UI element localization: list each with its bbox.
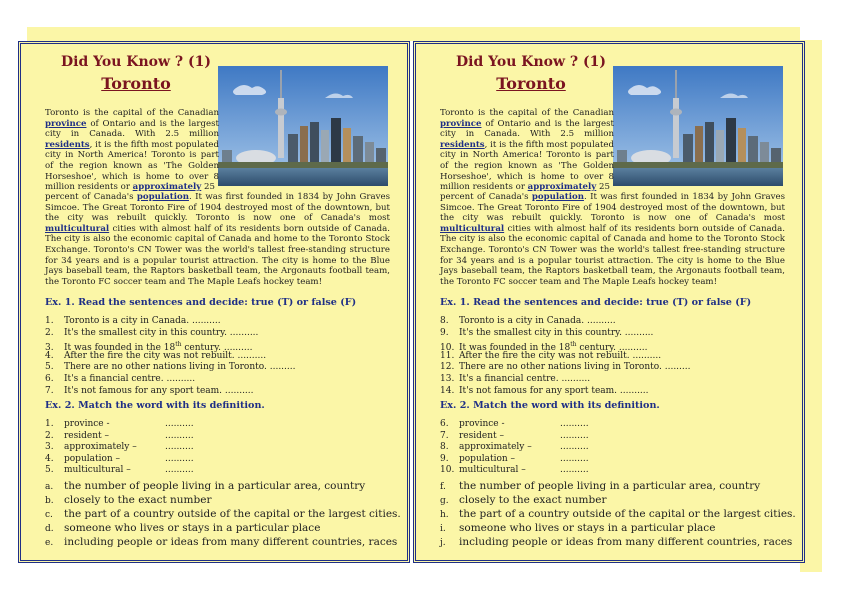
answer-blank: .......... — [560, 442, 589, 453]
true-false-item — [45, 339, 295, 354]
true-false-list — [45, 316, 295, 397]
item-text: It's the smallest city in this country. .......... — [459, 327, 654, 338]
true-false-item — [45, 362, 295, 374]
definition-letter: c. — [45, 510, 53, 520]
match-word: province - — [64, 419, 110, 429]
item-number: 2. — [45, 430, 54, 441]
keyword-residents: residents — [440, 139, 485, 150]
true-false-item — [440, 316, 690, 328]
item-number: 8. — [440, 316, 449, 326]
definition-item — [440, 479, 796, 493]
definition-letter: d. — [45, 524, 54, 534]
true-false-item — [440, 328, 690, 340]
definition-item — [440, 493, 796, 507]
keyword-residents: residents — [45, 139, 90, 150]
item-number: 3. — [45, 442, 54, 453]
item-number: 2. — [45, 327, 54, 338]
match-word: resident – — [459, 430, 504, 441]
definition-letter: e. — [45, 538, 54, 548]
item-text-after: century. .......... — [576, 343, 648, 354]
definition-item — [45, 507, 401, 521]
definitions-list — [45, 479, 401, 549]
intro-text: Toronto is the capital of the Canadian — [45, 108, 219, 118]
toronto-skyline-photo — [613, 66, 783, 186]
match-word-item — [45, 453, 194, 466]
keyword-approximately: approximately — [527, 182, 597, 193]
intro-text: Toronto is the capital of the Canadian — [440, 108, 614, 118]
worksheet-card — [413, 41, 805, 563]
definition-item — [440, 507, 796, 521]
card-subtitle: Toronto — [496, 74, 566, 93]
keyword-multicultural: multicultural — [45, 223, 110, 234]
definition-letter: i. — [440, 524, 446, 534]
answer-blank: .......... — [165, 419, 194, 429]
definition-item — [440, 535, 796, 549]
match-word-item — [45, 430, 194, 443]
item-number: 9. — [440, 453, 449, 464]
definition-letter: f. — [440, 482, 446, 492]
item-number: 14. — [440, 385, 455, 396]
match-word: population – — [64, 453, 121, 464]
definition-item — [440, 521, 796, 535]
keyword-approximately: approximately — [132, 182, 202, 193]
definition-text: including people or ideas from many different countries, races — [64, 536, 398, 548]
definition-item — [45, 493, 401, 507]
definition-text: including people or ideas from many different countries, races — [459, 536, 793, 548]
keyword-population: population — [136, 192, 189, 202]
exercise-1-heading: Ex. 1. Read the sentences and decide: true (T) or false (F) — [45, 297, 357, 308]
item-number: 10. — [440, 343, 455, 354]
item-number: 6. — [440, 419, 449, 429]
match-words-list — [45, 419, 194, 477]
item-number: 7. — [45, 385, 54, 396]
item-number: 10. — [440, 465, 455, 476]
item-number: 1. — [45, 419, 54, 429]
match-word: resident – — [64, 430, 109, 441]
true-false-item — [440, 339, 690, 354]
answer-blank: .......... — [165, 453, 194, 464]
item-number: 6. — [45, 373, 54, 384]
item-number: 8. — [440, 442, 449, 453]
true-false-list — [440, 316, 690, 397]
intro-text: , it is the fifth most populated city in North America! Toronto is part of the region known as 'The Golden Horseshoe', which is home to over 8 million residents or — [440, 139, 614, 193]
match-word-item — [440, 453, 589, 466]
definition-letter: b. — [45, 496, 54, 506]
intro-paragraph — [45, 108, 219, 193]
exercise-2-heading: Ex. 2. Match the word with its definition. — [45, 400, 265, 411]
item-text: It's not famous for any sport team. .......... — [459, 385, 649, 396]
intro-text: 25 — [201, 182, 215, 193]
item-number: 7. — [440, 430, 449, 441]
definition-text: the part of a country outside of the capital or the largest cities. — [64, 508, 401, 520]
match-word: province - — [459, 419, 505, 429]
match-word-item — [440, 442, 589, 454]
intro-paragraph-continued — [440, 192, 785, 287]
intro-text: , it is the fifth most populated city in North America! Toronto is part of the region known as 'The Golden Horseshoe', which is home to over 8 million residents or — [45, 139, 219, 193]
item-number: 9. — [440, 327, 449, 338]
keyword-province: province — [440, 118, 482, 129]
true-false-item — [440, 362, 690, 374]
item-number: 12. — [440, 362, 455, 373]
definition-letter: h. — [440, 510, 449, 520]
true-false-item — [440, 386, 690, 398]
answer-blank: .......... — [560, 465, 589, 476]
item-number: 13. — [440, 373, 455, 384]
card-title: Did You Know ? (1) — [61, 54, 211, 70]
match-word-item — [45, 465, 194, 477]
item-superscript: th — [175, 341, 182, 349]
item-text: It's not famous for any sport team. .......... — [64, 385, 254, 396]
item-number: 3. — [45, 343, 54, 354]
definition-letter: g. — [440, 496, 449, 506]
definition-letter: a. — [45, 482, 54, 492]
true-false-item — [45, 374, 295, 386]
item-number: 5. — [45, 362, 54, 373]
true-false-item — [45, 386, 295, 398]
match-word: approximately – — [459, 442, 532, 453]
item-text: It's a financial centre. .......... — [64, 373, 196, 384]
true-false-item — [440, 351, 690, 363]
intro-paragraph-continued — [45, 192, 390, 287]
intro-text: cities with almost half of its residents born outside of Canada. The city is also the economic capital of Canada and home to the Toronto Stock Exchange. Toronto's CN Tower was the world's tallest free-standing structure for 34 years and is a popular tourist attraction. The city is home to the Blue Jays baseball team, the Raptors basketball team, the Argonauts football team, the Toronto FC soccer team and The Maple Leafs hockey team! — [45, 223, 390, 287]
intro-text: 25 — [596, 182, 610, 193]
definition-text: the part of a country outside of the capital or the largest cities. — [459, 508, 796, 520]
intro-paragraph — [440, 108, 614, 193]
definition-item — [45, 535, 401, 549]
answer-blank: .......... — [165, 442, 194, 453]
match-word-item — [440, 465, 589, 477]
intro-text: percent of Canada's — [440, 192, 532, 202]
definition-text: the number of people living in a particular area, country — [459, 480, 761, 492]
true-false-item — [45, 316, 295, 328]
item-text: There are no other nations living in Toronto. ......... — [64, 362, 296, 373]
definition-text: closely to the exact number — [459, 494, 607, 506]
answer-blank: .......... — [560, 453, 589, 464]
match-word-item — [440, 419, 589, 431]
intro-text: percent of Canada's — [45, 192, 137, 202]
true-false-item — [45, 351, 295, 363]
match-word: multicultural – — [459, 465, 526, 476]
intro-text: . It was first founded in 1834 by John Graves Simcoe. The Great Toronto Fire of 1904 destroyed most of the downtown, but the city was rebuilt quickly. Toronto is now one of Canada's most — [440, 192, 785, 224]
definition-item — [45, 479, 401, 493]
answer-blank: .......... — [560, 430, 589, 441]
item-superscript: th — [570, 341, 577, 349]
item-text: It was founded in the 18 — [459, 343, 571, 354]
match-word-item — [45, 419, 194, 431]
intro-text: of Ontario and is the largest city in Canada. With 2.5 million — [45, 118, 219, 140]
item-text: Toronto is a city in Canada. .......... — [64, 316, 221, 326]
top-decor-strip — [27, 27, 800, 41]
definition-text: closely to the exact number — [64, 494, 212, 506]
card-title: Did You Know ? (1) — [456, 54, 606, 70]
definition-text: the number of people living in a particular area, country — [64, 480, 366, 492]
true-false-item — [45, 328, 295, 340]
exercise-1-heading: Ex. 1. Read the sentences and decide: true (T) or false (F) — [440, 297, 752, 308]
item-text: It's a financial centre. .......... — [459, 373, 591, 384]
true-false-item — [440, 374, 690, 386]
item-text: There are no other nations living in Toronto. ......... — [459, 362, 691, 373]
item-text: After the fire the city was not rebuilt. .......... — [64, 350, 267, 361]
definition-text: someone who lives or stays in a particular place — [459, 522, 716, 534]
intro-text: cities with almost half of its residents born outside of Canada. The city is also the economic capital of Canada and home to the Toronto Stock Exchange. Toronto's CN Tower was the world's tallest free-standing structure for 34 years and is a popular tourist attraction. The city is home to the Blue Jays baseball team, the Raptors basketball team, the Argonauts football team, the Toronto FC soccer team and The Maple Leafs hockey team! — [440, 223, 785, 287]
item-text: It's the smallest city in this country. .......... — [64, 327, 259, 338]
definitions-list — [440, 479, 796, 549]
worksheet-card — [18, 41, 410, 563]
item-text: After the fire the city was not rebuilt. .......... — [459, 350, 662, 361]
match-word: approximately – — [64, 442, 137, 453]
item-number: 1. — [45, 316, 54, 326]
intro-text: of Ontario and is the largest city in Canada. With 2.5 million — [440, 118, 614, 140]
item-number: 5. — [45, 465, 54, 476]
intro-text: . It was first founded in 1834 by John Graves Simcoe. The Great Toronto Fire of 1904 destroyed most of the downtown, but the city was rebuilt quickly. Toronto is now one of Canada's most — [45, 192, 390, 224]
toronto-skyline-photo — [218, 66, 388, 186]
match-word: population – — [459, 453, 516, 464]
item-number: 4. — [45, 453, 54, 464]
item-text: Toronto is a city in Canada. .......... — [459, 316, 616, 326]
item-text: It was founded in the 18 — [64, 343, 176, 354]
answer-blank: .......... — [165, 465, 194, 476]
answer-blank: .......... — [560, 419, 589, 429]
item-number: 4. — [45, 350, 54, 361]
answer-blank: .......... — [165, 430, 194, 441]
match-word: multicultural – — [64, 465, 131, 476]
definition-text: someone who lives or stays in a particular place — [64, 522, 321, 534]
definition-item — [45, 521, 401, 535]
keyword-multicultural: multicultural — [440, 223, 505, 234]
item-number: 11. — [440, 350, 455, 361]
keyword-province: province — [45, 118, 87, 129]
match-word-item — [45, 442, 194, 454]
match-words-list — [440, 419, 589, 477]
item-text-after: century. .......... — [181, 343, 253, 354]
card-subtitle: Toronto — [101, 74, 171, 93]
keyword-population: population — [531, 192, 584, 202]
definition-letter: j. — [440, 538, 446, 548]
exercise-2-heading: Ex. 2. Match the word with its definition. — [440, 400, 660, 411]
match-word-item — [440, 430, 589, 443]
